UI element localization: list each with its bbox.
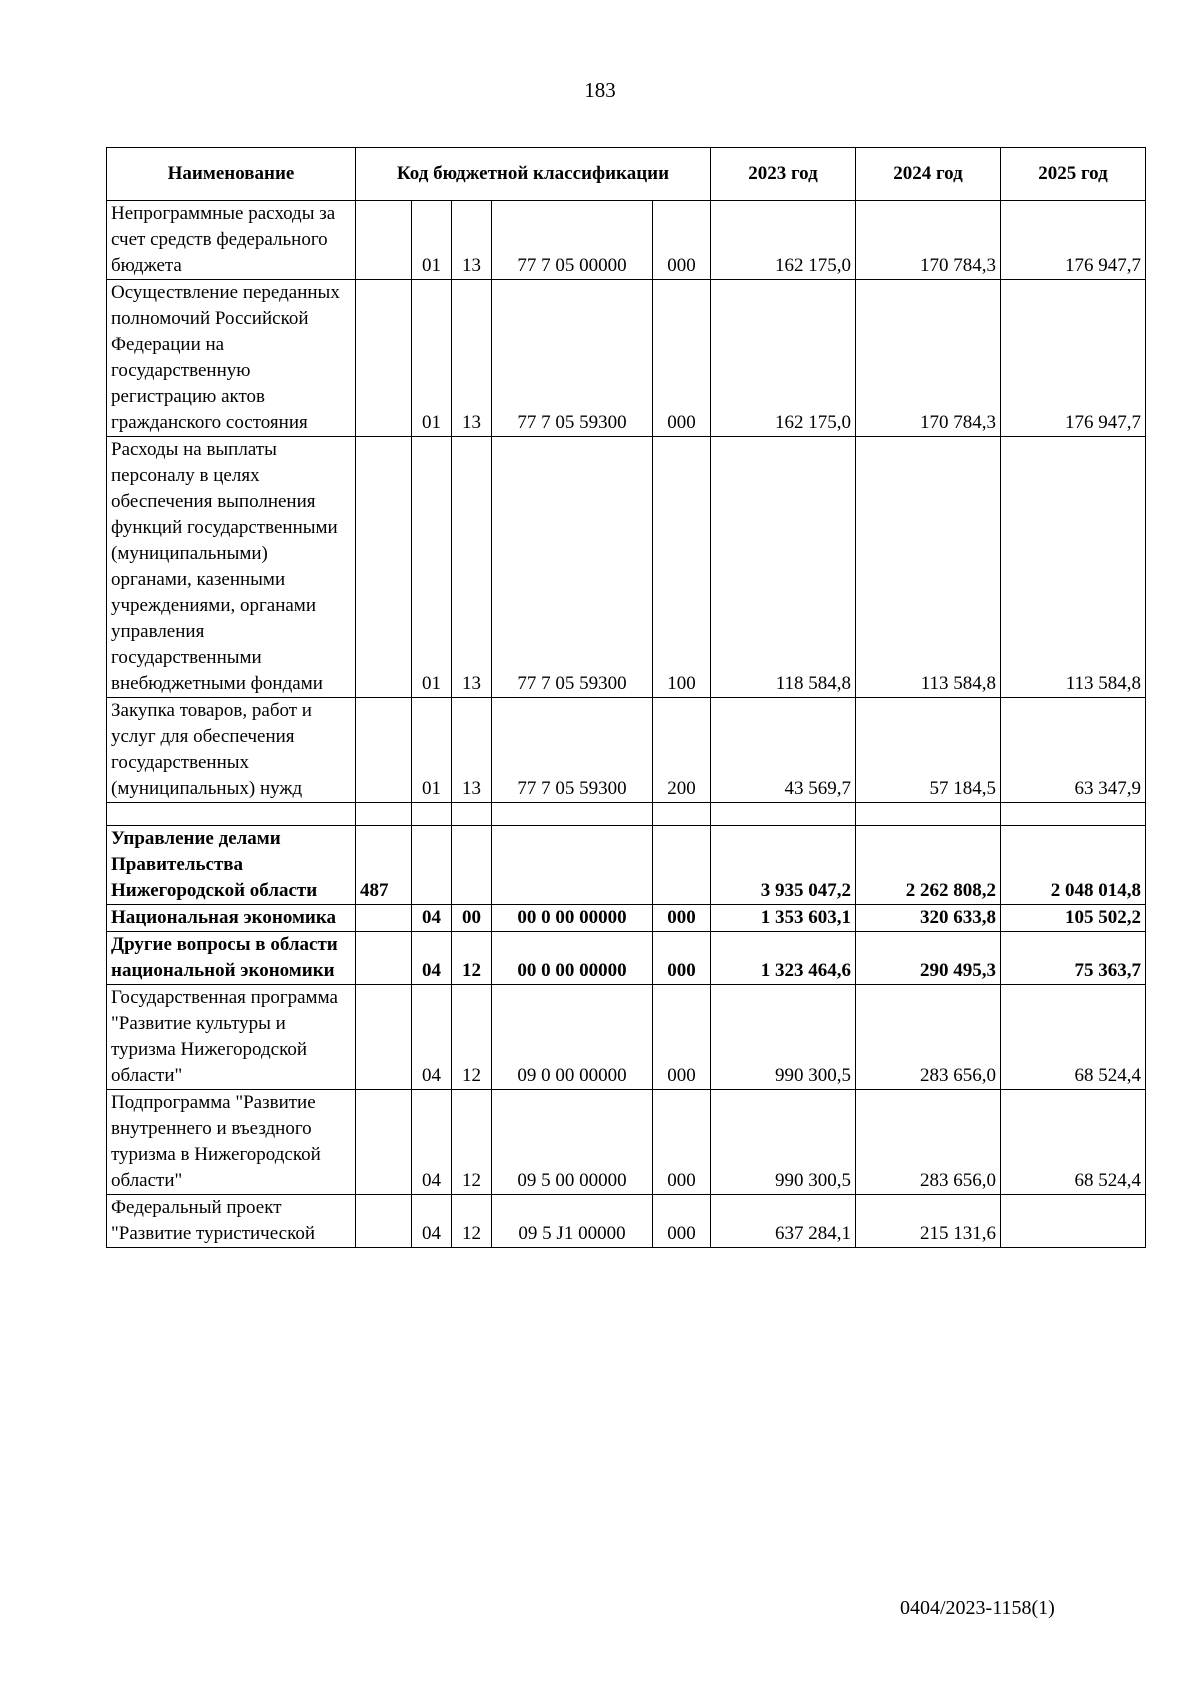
row-2024: 320 633,8 bbox=[856, 905, 1001, 932]
budget-table bbox=[106, 147, 1146, 1248]
row-vr: 100 bbox=[653, 437, 711, 698]
row-name: Подпрограмма "Развитие внутреннего и въездного туризма в Нижегородской области" bbox=[107, 1090, 356, 1195]
row-vr: 000 bbox=[653, 1195, 711, 1248]
table-row bbox=[107, 826, 1146, 905]
table-row bbox=[107, 905, 1146, 932]
table-row bbox=[107, 437, 1146, 698]
row-pr: 00 bbox=[452, 905, 492, 932]
row-rz bbox=[412, 826, 452, 905]
row-pr: 12 bbox=[452, 985, 492, 1090]
row-rz: 01 bbox=[412, 201, 452, 280]
row-ved: 487 bbox=[356, 826, 412, 905]
row-vr: 000 bbox=[653, 1090, 711, 1195]
row-2024: 215 131,6 bbox=[856, 1195, 1001, 1248]
row-rz: 04 bbox=[412, 1090, 452, 1195]
row-2024: 113 584,8 bbox=[856, 437, 1001, 698]
row-2024: 170 784,3 bbox=[856, 201, 1001, 280]
row-name: Другие вопросы в области национальной экономики bbox=[107, 932, 356, 985]
page-number: 183 bbox=[584, 78, 616, 102]
row-2023: 637 284,1 bbox=[711, 1195, 856, 1248]
row-2023: 990 300,5 bbox=[711, 985, 856, 1090]
row-name: Расходы на выплаты персоналу в целях обеспечения выполнения функций государственными (муниципальными) органами, казенными учреждениями, органами управления государственными внебюджетными фондами bbox=[107, 437, 356, 698]
row-2023: 990 300,5 bbox=[711, 1090, 856, 1195]
row-2023: 1 353 603,1 bbox=[711, 905, 856, 932]
row-ved bbox=[356, 905, 412, 932]
row-2023: 118 584,8 bbox=[711, 437, 856, 698]
row-vr: 000 bbox=[653, 985, 711, 1090]
row-pr: 13 bbox=[452, 280, 492, 437]
row-csr: 77 7 05 59300 bbox=[492, 698, 653, 803]
table-row bbox=[107, 1090, 1146, 1195]
row-name: Федеральный проект "Развитие туристической bbox=[107, 1195, 356, 1248]
document-code: 0404/2023-1158(1) bbox=[900, 1597, 1055, 1619]
row-csr: 77 7 05 59300 bbox=[492, 280, 653, 437]
row-rz: 04 bbox=[412, 985, 452, 1090]
row-vr: 000 bbox=[653, 932, 711, 985]
row-2023: 162 175,0 bbox=[711, 201, 856, 280]
spacer-cell bbox=[412, 803, 452, 826]
row-ved bbox=[356, 985, 412, 1090]
row-rz: 01 bbox=[412, 698, 452, 803]
header-name: Наименование bbox=[107, 148, 356, 201]
row-rz: 01 bbox=[412, 437, 452, 698]
row-2025: 2 048 014,8 bbox=[1001, 826, 1146, 905]
row-ved bbox=[356, 698, 412, 803]
row-2023: 43 569,7 bbox=[711, 698, 856, 803]
row-name: Государственная программа "Развитие культуры и туризма Нижегородской области" bbox=[107, 985, 356, 1090]
row-2024: 2 262 808,2 bbox=[856, 826, 1001, 905]
row-2023: 1 323 464,6 bbox=[711, 932, 856, 985]
spacer-cell bbox=[1001, 803, 1146, 826]
row-2025: 113 584,8 bbox=[1001, 437, 1146, 698]
row-2024: 283 656,0 bbox=[856, 1090, 1001, 1195]
table-header-row bbox=[107, 148, 1146, 201]
row-ved bbox=[356, 1090, 412, 1195]
row-name: Управление делами Правительства Нижегородской области bbox=[107, 826, 356, 905]
row-2025: 176 947,7 bbox=[1001, 280, 1146, 437]
row-csr bbox=[492, 826, 653, 905]
row-vr: 000 bbox=[653, 905, 711, 932]
table-row bbox=[107, 280, 1146, 437]
row-pr: 13 bbox=[452, 437, 492, 698]
table-row bbox=[107, 201, 1146, 280]
row-csr: 77 7 05 00000 bbox=[492, 201, 653, 280]
row-pr: 12 bbox=[452, 1090, 492, 1195]
header-code: Код бюджетной классификации bbox=[356, 148, 711, 201]
spacer-cell bbox=[356, 803, 412, 826]
row-2023: 3 935 047,2 bbox=[711, 826, 856, 905]
row-vr bbox=[653, 826, 711, 905]
spacer-cell bbox=[107, 803, 356, 826]
table-row bbox=[107, 1195, 1146, 1248]
row-csr: 09 5 J1 00000 bbox=[492, 1195, 653, 1248]
row-csr: 09 0 00 00000 bbox=[492, 985, 653, 1090]
header-2025: 2025 год bbox=[1001, 148, 1146, 201]
row-ved bbox=[356, 280, 412, 437]
row-pr: 13 bbox=[452, 201, 492, 280]
row-vr: 000 bbox=[653, 280, 711, 437]
row-rz: 04 bbox=[412, 905, 452, 932]
row-2025: 68 524,4 bbox=[1001, 1090, 1146, 1195]
row-ved bbox=[356, 437, 412, 698]
row-2024: 170 784,3 bbox=[856, 280, 1001, 437]
row-csr: 00 0 00 00000 bbox=[492, 905, 653, 932]
row-2025: 63 347,9 bbox=[1001, 698, 1146, 803]
row-2025: 176 947,7 bbox=[1001, 201, 1146, 280]
row-ved bbox=[356, 932, 412, 985]
row-vr: 000 bbox=[653, 201, 711, 280]
row-2025: 105 502,2 bbox=[1001, 905, 1146, 932]
row-pr bbox=[452, 826, 492, 905]
row-vr: 200 bbox=[653, 698, 711, 803]
row-rz: 04 bbox=[412, 932, 452, 985]
row-2025: 68 524,4 bbox=[1001, 985, 1146, 1090]
spacer-cell bbox=[452, 803, 492, 826]
spacer-row bbox=[107, 803, 1146, 826]
row-2024: 290 495,3 bbox=[856, 932, 1001, 985]
row-2025: 75 363,7 bbox=[1001, 932, 1146, 985]
spacer-cell bbox=[653, 803, 711, 826]
row-2023: 162 175,0 bbox=[711, 280, 856, 437]
spacer-cell bbox=[492, 803, 653, 826]
row-name: Закупка товаров, работ и услуг для обеспечения государственных (муниципальных) нужд bbox=[107, 698, 356, 803]
row-2025 bbox=[1001, 1195, 1146, 1248]
row-2024: 283 656,0 bbox=[856, 985, 1001, 1090]
row-pr: 13 bbox=[452, 698, 492, 803]
row-pr: 12 bbox=[452, 1195, 492, 1248]
row-csr: 00 0 00 00000 bbox=[492, 932, 653, 985]
spacer-cell bbox=[711, 803, 856, 826]
header-2023: 2023 год bbox=[711, 148, 856, 201]
row-rz: 01 bbox=[412, 280, 452, 437]
header-2024: 2024 год bbox=[856, 148, 1001, 201]
row-name: Непрограммные расходы за счет средств федерального бюджета bbox=[107, 201, 356, 280]
row-name: Осуществление переданных полномочий Российской Федерации на государственную регистрацию актов гражданского состояния bbox=[107, 280, 356, 437]
row-csr: 09 5 00 00000 bbox=[492, 1090, 653, 1195]
row-rz: 04 bbox=[412, 1195, 452, 1248]
table-row bbox=[107, 932, 1146, 985]
spacer-cell bbox=[856, 803, 1001, 826]
row-ved bbox=[356, 1195, 412, 1248]
row-2024: 57 184,5 bbox=[856, 698, 1001, 803]
table-row bbox=[107, 698, 1146, 803]
row-pr: 12 bbox=[452, 932, 492, 985]
row-ved bbox=[356, 201, 412, 280]
row-name: Национальная экономика bbox=[107, 905, 356, 932]
table-row bbox=[107, 985, 1146, 1090]
row-csr: 77 7 05 59300 bbox=[492, 437, 653, 698]
